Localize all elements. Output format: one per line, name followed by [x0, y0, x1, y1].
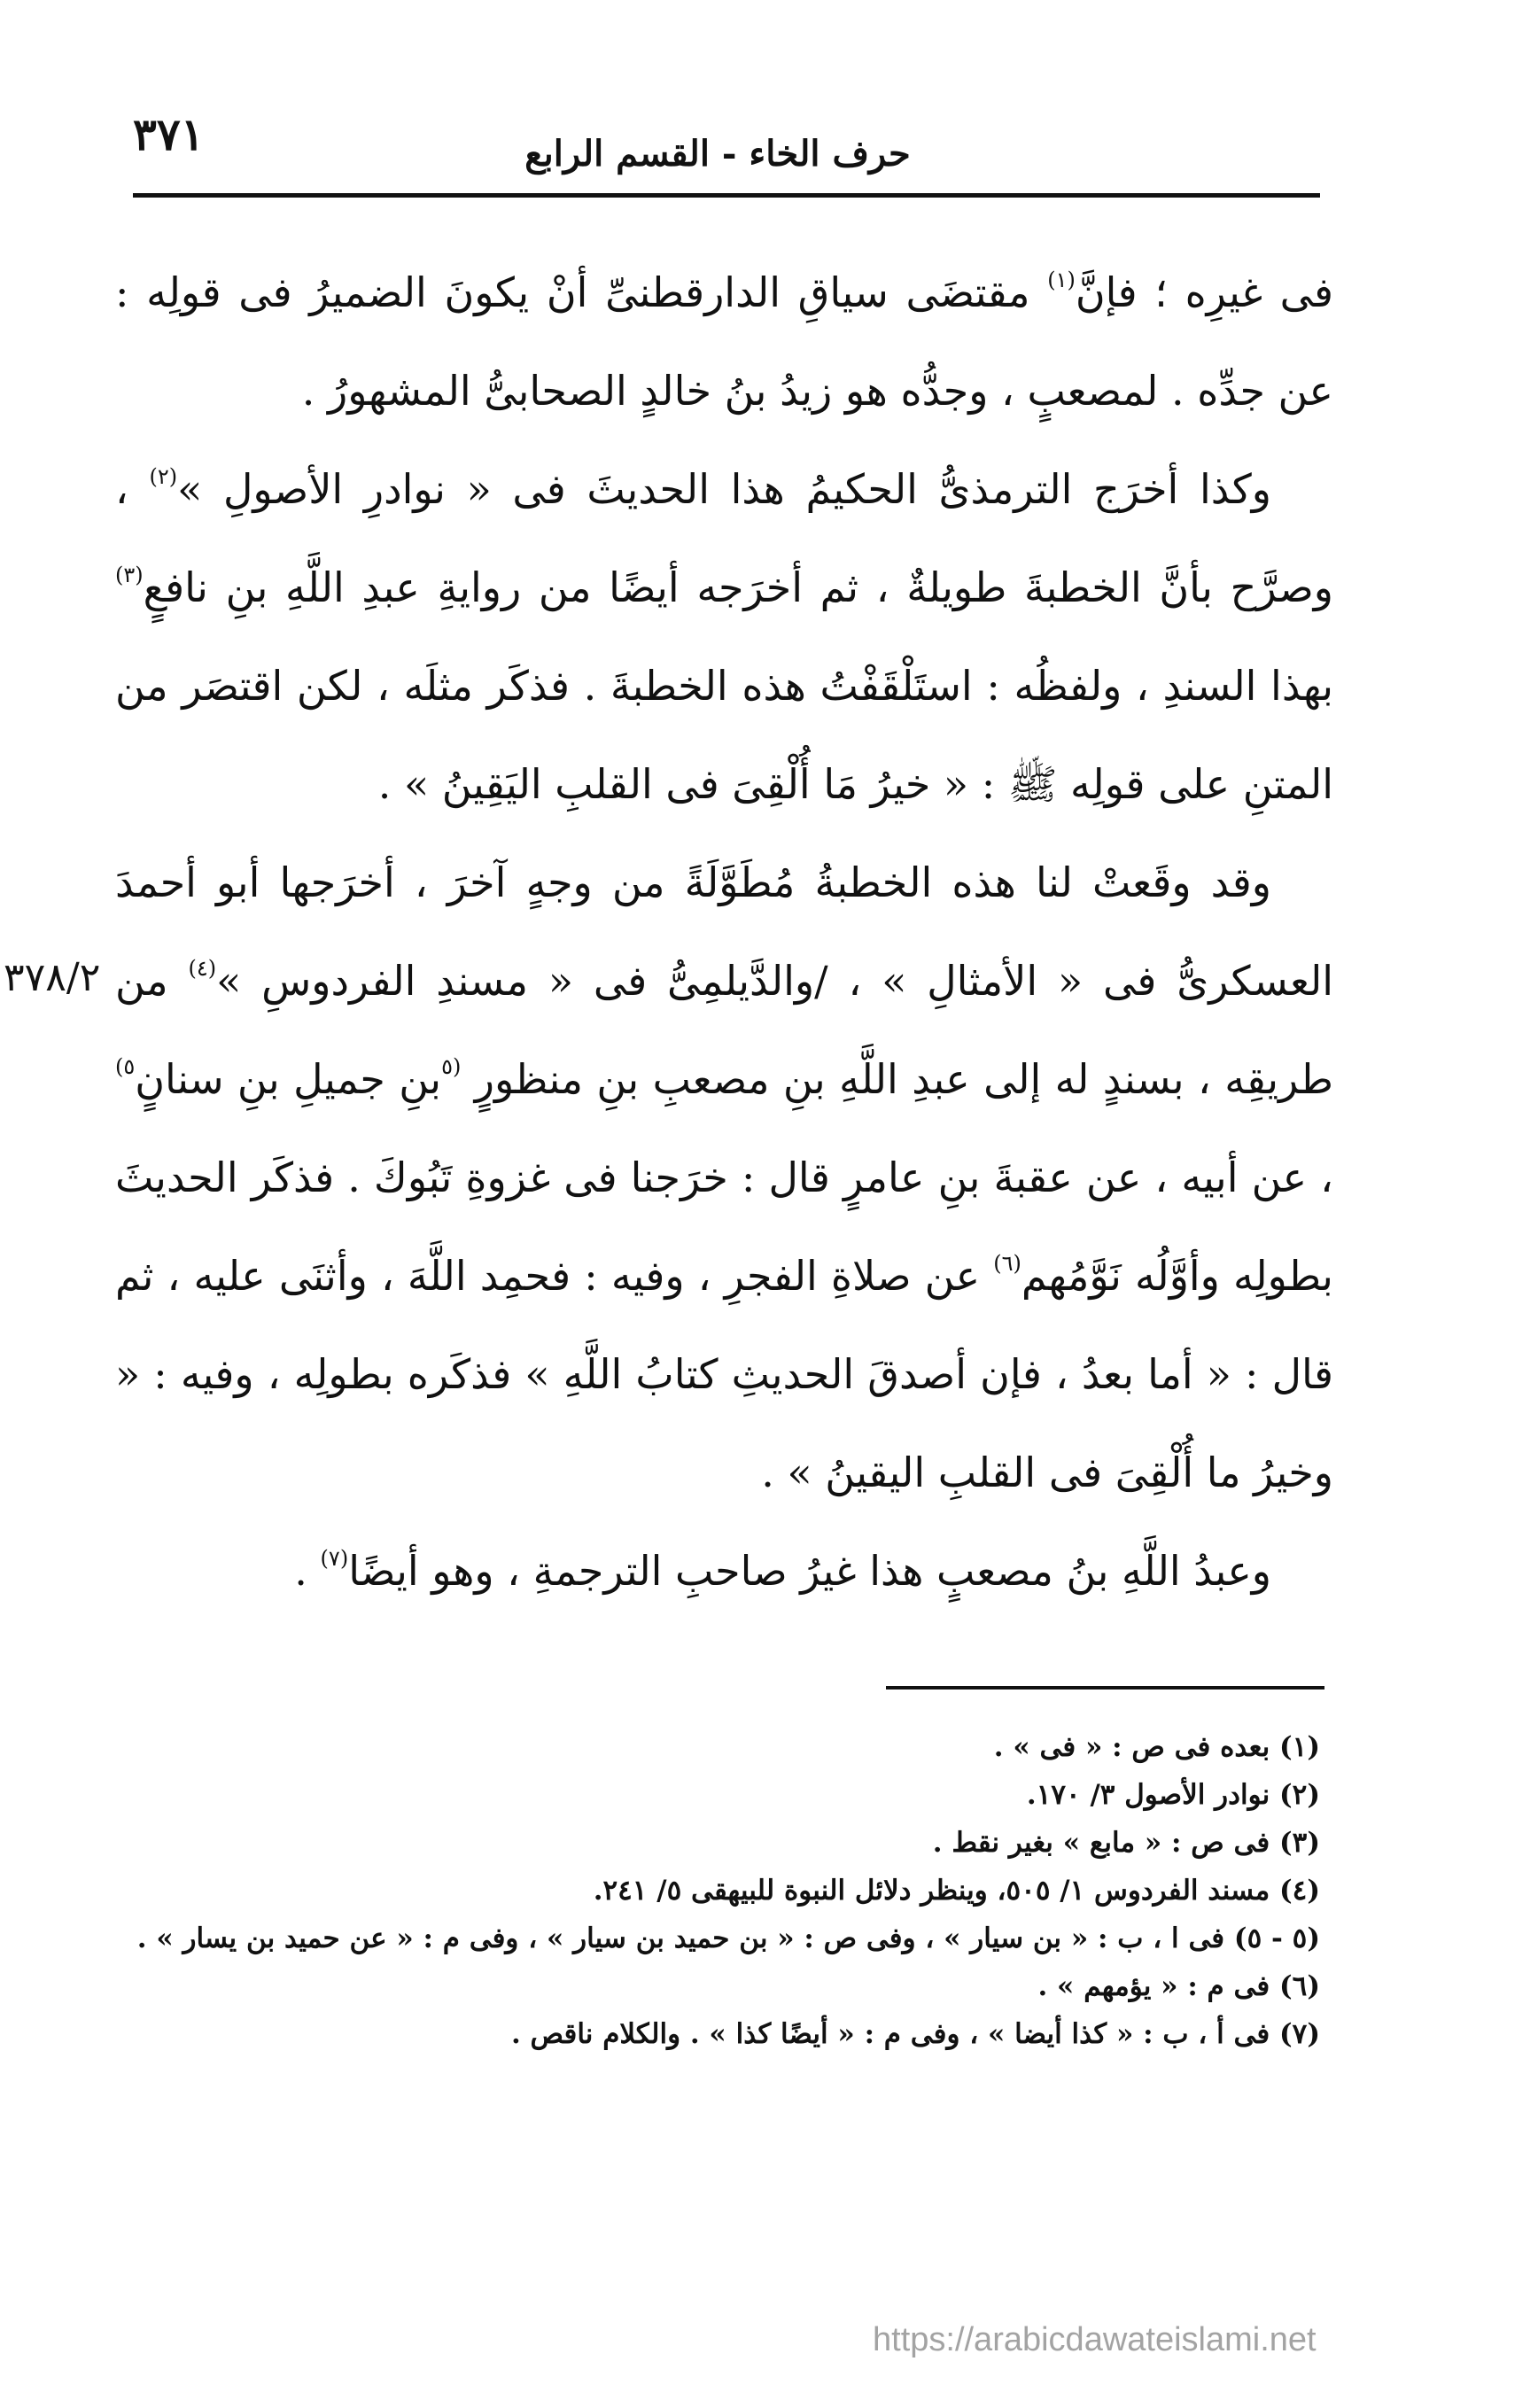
footnote: (٢) نوادر الأصول ٣/ ١٧٠. — [1026, 1779, 1320, 1811]
text-run: من طريقِه ، بسندٍ له إلى عبدِ اللَّهِ بنِ مصعبِ بنِ منظورٍ — [115, 957, 1333, 1103]
footnote-marker: (٢) — [149, 464, 178, 489]
text-run: بهذا السندِ ، ولفظُه : استَلْقَفْتُ هذه الخطبةَ . فذكَر مثلَه ، لكن اقتصَر من المتنِ على قولِه ﷺ : « خيرُ مَا أُلْقِىَ فى القلبِ اليَقِينُ » . — [115, 662, 1333, 808]
footnote-marker: (٦) — [993, 1251, 1021, 1276]
footnote-rule — [886, 1686, 1324, 1689]
paragraph — [115, 1522, 1333, 1620]
text-run: ، وصرَّح بأنَّ الخطبةَ طويلةٌ ، ثم أخرَجه أيضًا من روايةِ عبدِ اللَّهِ بنِ نافعٍ — [115, 465, 1333, 611]
running-header: حرف الخاء - القسم الرابع — [524, 133, 911, 175]
paragraph — [115, 440, 1333, 834]
text-run: فى غيرِه ؛ فإنَّ — [1075, 268, 1333, 316]
footnote: (٣) فى ص : « مابع » بغير نقط . — [932, 1827, 1320, 1859]
paragraph — [115, 834, 1333, 1522]
footnotes — [89, 1723, 1320, 2058]
footnote: (٤) مسند الفردوس ١/ ٥٠٥، وينظر دلائل النبوة للبيهقى ٥/ ٢٤١. — [593, 1875, 1320, 1907]
text-run: وعبدُ اللَّهِ بنُ مصعبٍ هذا غيرُ صاحبِ الترجمةِ ، وهو أيضًا — [348, 1547, 1271, 1595]
header-rule — [133, 193, 1320, 198]
footnote-marker: ٥) — [115, 1054, 136, 1079]
text-run: عن صلاةِ الفجرِ ، وفيه : فحمِد اللَّهَ ، وأثنَى عليه ، ثم قال : « أما بعدُ ، فإن أصدقَ الحديثِ كتابُ اللَّهِ » فذكَره بطولِه ، وفيه : « وخيرُ ما أُلْقِىَ فى القلبِ اليقينُ » . — [115, 1252, 1333, 1496]
footnote-marker: (٣) — [115, 563, 144, 587]
footnote: (٥ - ٥) فى ا ، ب : « بن سيار » ، وفى ص : « بن حميد بن سيار » ، وفى م : « عن حميد بن يسار » . — [136, 1923, 1320, 1954]
paragraph — [115, 244, 1333, 440]
footnote-marker: (٧) — [320, 1546, 349, 1571]
footnote-marker: (٤) — [188, 956, 217, 981]
footnote: (٧) فى أ ، ب : « كذا أيضا » ، وفى م : « أيضًا كذا » . والكلام ناقص . — [510, 2018, 1320, 2050]
text-run: ، عن أبيه ، عن عقبةَ بنِ عامرٍ قال : خرَجنا فى غزوةِ تَبُوكَ . فذكَر الحديثَ بطولِه وأوَّلُه نَوَّمُهم — [115, 1154, 1333, 1300]
footnote: (١) بعده فى ص : « فى » . — [993, 1731, 1320, 1763]
text-run: مقتضَى سياقِ الدارقطنىِّ أنْ يكونَ الضميرُ فى قولِه : عن جدِّه . لمصعبٍ ، وجدُّه هو زيدُ بنُ خالدٍ الصحابىُّ المشهورُ . — [115, 268, 1333, 415]
footnote-marker: (٥ — [441, 1054, 462, 1079]
text-run: وقد وقَعتْ لنا هذه الخطبةُ مُطَوَّلَةً من وجهٍ آخرَ ، أخرَجها أبو أحمدَ العسكرىُّ فى « الأمثالِ » ، /والدَّيلمِىُّ فى « مسندِ الفردوسِ » — [115, 858, 1334, 1005]
footnote: (٦) فى م : « يؤمهم » . — [1037, 1970, 1320, 2002]
text-run: بنِ جميلِ بنِ سنانٍ — [135, 1055, 442, 1103]
body-text — [115, 244, 1333, 1620]
text-run: وكذا أخرَج الترمذىُّ الحكيمُ هذا الحديثَ فى « نوادرِ الأصولِ » — [177, 465, 1272, 513]
page-number: ٣٧١ — [133, 108, 205, 160]
margin-volume-page-note: ٣٧٨/٢ — [4, 955, 101, 1000]
footnote-marker: (١) — [1047, 268, 1076, 292]
text-run: . — [294, 1547, 321, 1595]
watermark-url: https://arabicdawateislami.net — [873, 2321, 1317, 2358]
